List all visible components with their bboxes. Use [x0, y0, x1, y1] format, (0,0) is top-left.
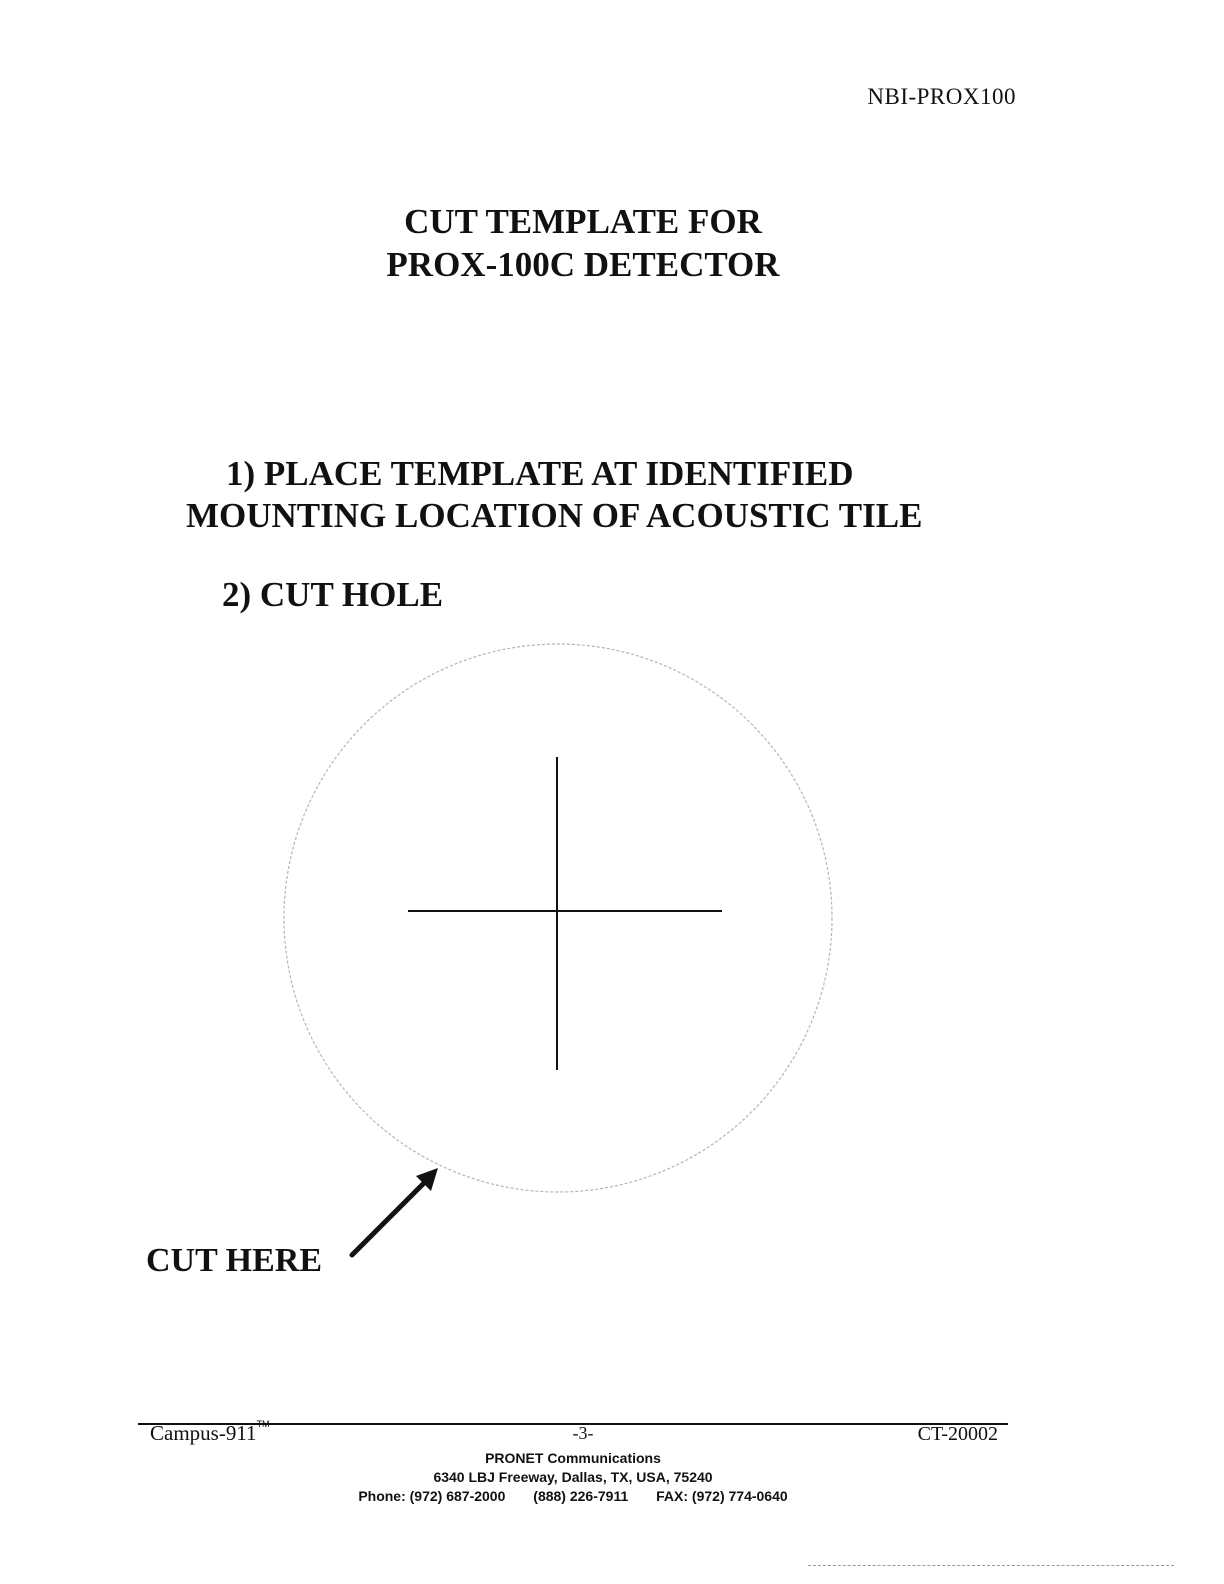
title-line-2: PROX-100C DETECTOR	[386, 245, 780, 284]
trademark-mark: TM	[256, 1419, 270, 1429]
footer-doc-code: CT-20002	[917, 1423, 998, 1445]
company-address: 6340 LBJ Freeway, Dallas, TX, USA, 75240	[433, 1469, 713, 1485]
product-name: Campus-911	[150, 1421, 257, 1445]
company-tollfree: (888) 226-7911	[533, 1488, 629, 1504]
company-phone: Phone: (972) 687-2000	[358, 1488, 506, 1504]
cut-here-label: CUT HERE	[146, 1242, 323, 1279]
company-name: PRONET Communications	[485, 1450, 661, 1466]
company-contact	[0, 1487, 1146, 1506]
company-fax: FAX: (972) 774-0640	[656, 1488, 788, 1504]
page-number: -3-	[572, 1423, 594, 1443]
cut-here-arrow-icon	[352, 1168, 438, 1255]
document-id: NBI-PROX100	[867, 84, 1016, 109]
step-1-line-2: MOUNTING LOCATION OF ACOUSTIC TILE	[186, 496, 923, 535]
scan-edge-mark	[808, 1565, 1174, 1566]
title-line-1: CUT TEMPLATE FOR	[404, 202, 762, 241]
company-info	[0, 1449, 1146, 1506]
step-1-line-1: 1) PLACE TEMPLATE AT IDENTIFIED	[226, 454, 854, 493]
instruction-step-2: 2) CUT HOLE	[222, 575, 444, 614]
